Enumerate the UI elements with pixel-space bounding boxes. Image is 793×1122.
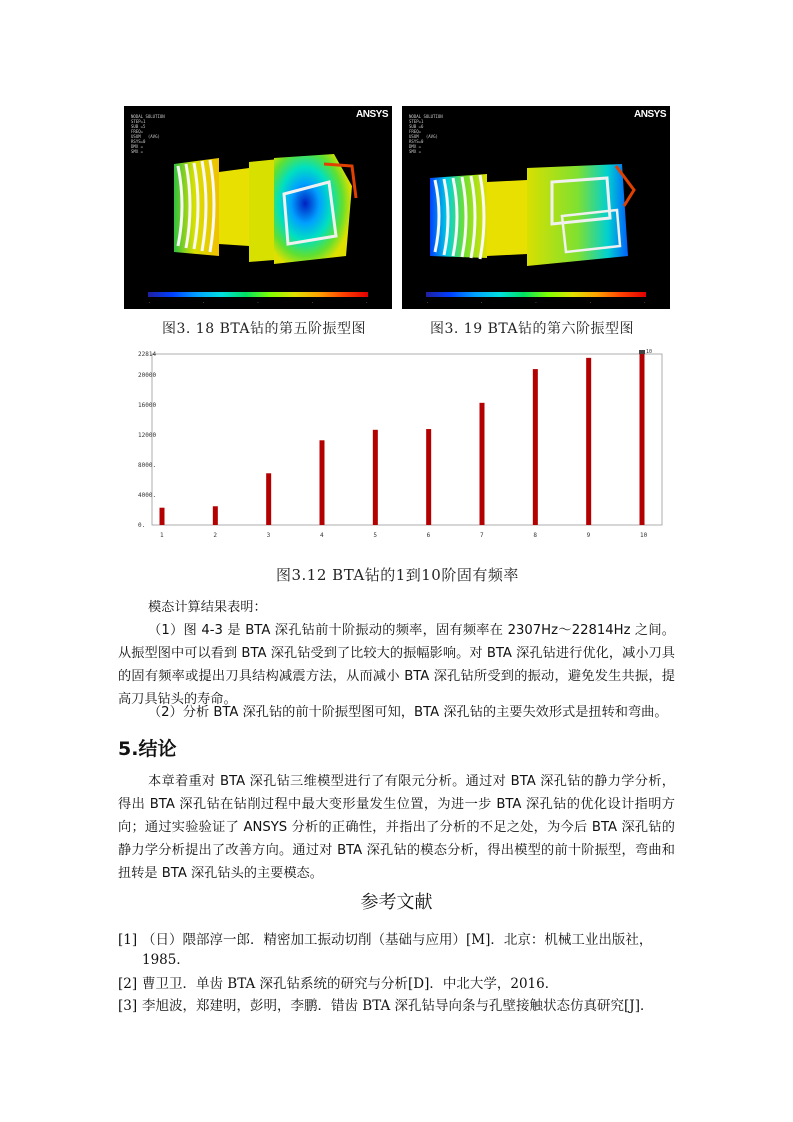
y-tick-label: 12000 xyxy=(138,432,157,440)
hud-line: DMX = xyxy=(409,144,422,149)
plot-frame xyxy=(152,354,662,525)
x-tick-label: 6 xyxy=(426,532,431,539)
frequency-bar-chart xyxy=(138,348,668,546)
x-tick-label: 1 xyxy=(160,532,164,539)
hud-line: FREQ= xyxy=(131,129,144,134)
references-title: 参考文献 xyxy=(360,892,433,913)
figure-caption-3-12: 图3.12 BTA钻的1到10阶固有频率 xyxy=(276,566,519,584)
ansys-logo: ANSYS xyxy=(356,109,388,120)
hud-line: FREQ= xyxy=(409,129,422,134)
reference-item: [1] （日）隈部淳一郎．精密加工振动切削（基础与应用）[M]．北京：机械工业出版社， 1985． xyxy=(118,932,653,968)
hud-line: STEP=1 xyxy=(409,119,424,124)
top-marker xyxy=(639,350,645,354)
x-tick-label: 5 xyxy=(373,532,377,539)
section-title-conclusion: 5.结论 xyxy=(118,738,177,760)
hud-line: SMX = xyxy=(131,149,144,154)
hud-line: USUM (AVG) xyxy=(131,134,160,139)
results-intro: 模态计算结果表明： xyxy=(148,600,267,615)
hud-line: SUB =5 xyxy=(131,124,146,129)
figure-caption-3-18: 图3. 18 BTA钻的第五阶振型图 xyxy=(162,321,367,337)
ansys-mode5-screenshot xyxy=(124,106,392,309)
bar-6 xyxy=(426,429,431,525)
x-tick-label: 4 xyxy=(320,532,324,539)
hud-line: RSYS=0 xyxy=(131,139,146,144)
hud-line: USUM (AVG) xyxy=(409,134,438,139)
top-marker-label: 10 xyxy=(646,349,653,355)
x-tick-label: 2 xyxy=(213,532,217,539)
y-tick-label: 0. xyxy=(138,522,146,529)
y-tick-label: 16000 xyxy=(138,402,157,410)
conclusion-paragraph: 本章着重对 BTA 深孔钻三维模型进行了有限元分析。通过对 BTA 深孔钻的静力学分析，得出 BTA 深孔钻在钻削过程中最大变形量发生位置，为进一步 BTA 深孔钻的优化设计指明方向；通过实验验证了 ANSYS 分析的正确性，并指出了分析的不足之处，为今后 BTA 深孔钻的静力学分析提出了改善方向。通过对 BTA 深孔钻的模态分析，得出模型的前十阶振型，弯曲和扭转是 BTA 深孔钻头的主要模态。 xyxy=(118,774,675,881)
hud-line: RSYS=0 xyxy=(409,139,424,144)
bar-3 xyxy=(266,473,271,525)
ansys-mode6-screenshot xyxy=(402,106,670,309)
reference-item: [2] 曹卫卫．单齿 BTA 深孔钻系统的研究与分析[D]．中北大学，2016． xyxy=(118,976,559,992)
results-point-1: （1）图 4-3 是 BTA 深孔钻前十阶振动的频率，固有频率在 2307Hz～22814Hz 之间。从振型图中可以看到 BTA 深孔钻受到了比较大的振幅影响。对 BTA 深孔钻进行优化，减小刀具的固有频率或提出刀具结构减震方法，从而减小 BTA 深孔钻所受到的振动，避免发生共振，提高刀具钻头的寿命。 xyxy=(118,623,675,707)
y-tick-label: 22814 xyxy=(138,351,157,358)
y-tick-label: 4000. xyxy=(138,492,157,500)
bar-4 xyxy=(320,440,325,525)
color-legend-ticks: · · · · · xyxy=(148,300,368,305)
x-tick-label: 8 xyxy=(533,532,537,539)
hud-line: NODAL SOLUTION xyxy=(409,114,443,119)
bar-7 xyxy=(480,403,485,525)
ansys-logo: ANSYS xyxy=(634,109,666,120)
bar-9 xyxy=(586,358,591,525)
bar-1 xyxy=(160,508,165,525)
bar-10 xyxy=(640,354,645,525)
bar-8 xyxy=(533,369,538,525)
results-point-2: （2）分析 BTA 深孔钻的前十阶振型图可知，BTA 深孔钻的主要失效形式是扭转和弯曲。 xyxy=(148,705,668,720)
y-tick-label: 8000. xyxy=(138,462,157,470)
mode6-model-render xyxy=(402,106,670,309)
mode5-model-render xyxy=(124,106,392,309)
x-tick-label: 3 xyxy=(266,532,271,539)
hud-line: SMX = xyxy=(409,149,422,154)
x-tick-label: 9 xyxy=(586,532,591,539)
y-tick-label: 20000 xyxy=(138,372,157,380)
hud-line: SUB =6 xyxy=(409,124,424,129)
color-legend-bar xyxy=(148,292,368,297)
x-tick-label: 10 xyxy=(640,532,648,539)
reference-item: [3] 李旭波，郑建明，彭明，李鹏．错齿 BTA 深孔钻导向条与孔壁接触状态仿真研究[J]． xyxy=(118,998,654,1014)
color-legend-ticks: · · · · · xyxy=(426,300,646,305)
hud-line: NODAL SOLUTION xyxy=(131,114,165,119)
bar-2 xyxy=(213,506,218,525)
figure-caption-3-19: 图3. 19 BTA钻的第六阶振型图 xyxy=(430,321,635,337)
hud-line: STEP=1 xyxy=(131,119,146,124)
color-legend-bar xyxy=(426,292,646,297)
x-tick-label: 7 xyxy=(480,532,484,539)
hud-line: DMX = xyxy=(131,144,144,149)
bar-5 xyxy=(373,430,378,525)
